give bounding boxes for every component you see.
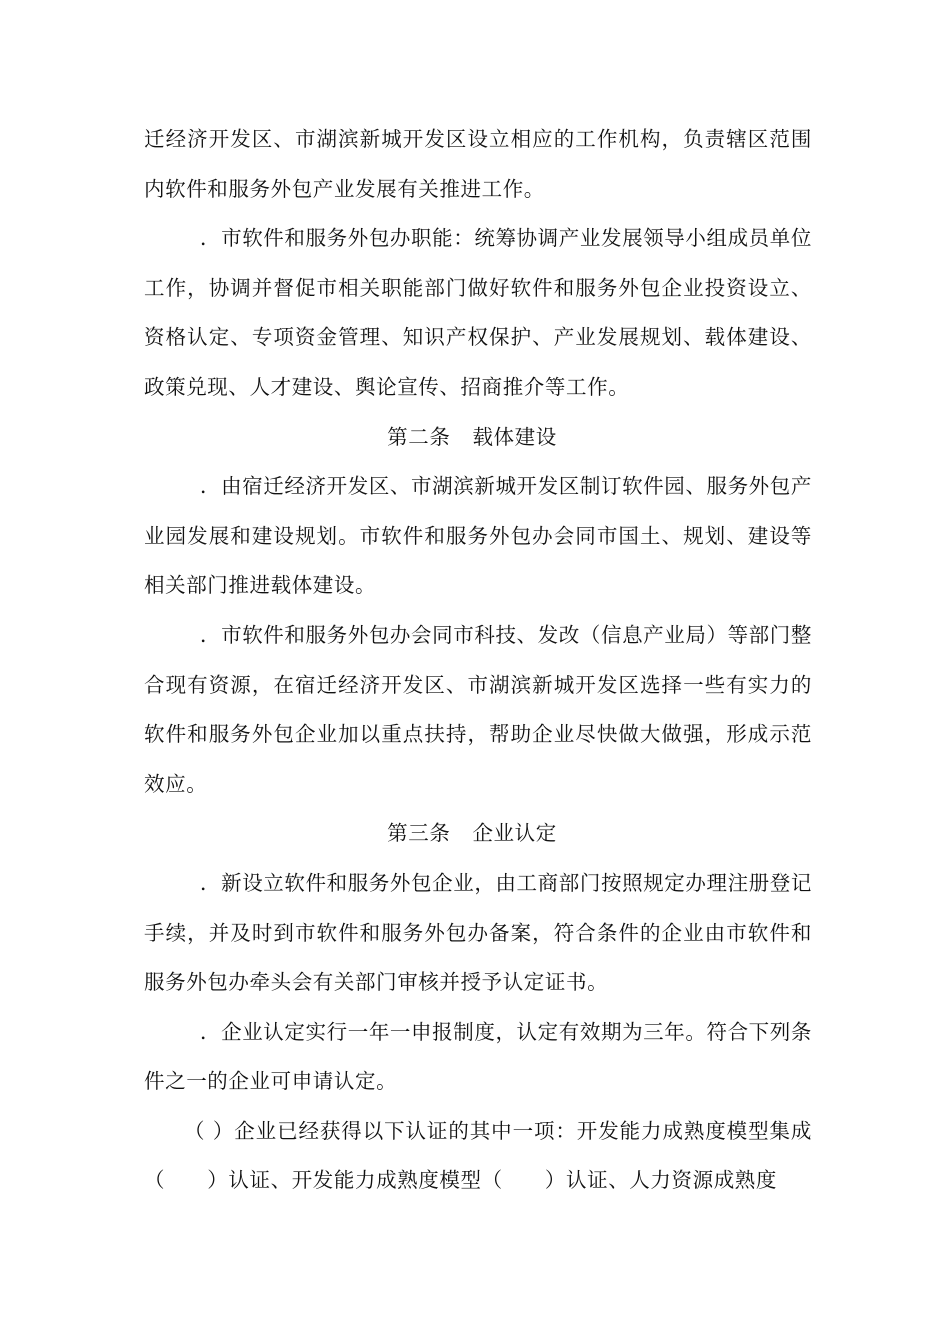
- paragraph-certification-item: （ ）企业已经获得以下认证的其中一项：开发能力成熟度模型集成（ ）认证、开发能力成熟度模型（ ）认证、人力资源成熟度: [144, 1118, 812, 1193]
- paragraph-office-functions: ．市软件和服务外包办职能：统筹协调产业发展领导小组成员单位工作，协调并督促市相关职能部门做好软件和服务外包企业投资设立、资格认定、专项资金管理、知识产权保护、产业发展规划、载体建设、政策兑现、人才建设、舆论宣传、招商推介等工作。: [144, 226, 812, 399]
- paragraph-park-planning: ．由宿迁经济开发区、市湖滨新城开发区制订软件园、服务外包产业园发展和建设规划。市软件和服务外包办会同市国土、规划、建设等相关部门推进载体建设。: [144, 474, 812, 598]
- document-body: [144, 115, 812, 1206]
- paragraph-new-enterprise: ．新设立软件和服务外包企业，由工商部门按照规定办理注册登记手续，并及时到市软件和服务外包办备案，符合条件的企业由市软件和服务外包办牵头会有关部门审核并授予认定证书。: [144, 870, 812, 995]
- paragraph-continuation: 迁经济开发区、市湖滨新城开发区设立相应的工作机构，负责辖区范围内软件和服务外包产业发展有关推进工作。: [144, 127, 812, 201]
- article-title: 载体建设: [472, 424, 557, 449]
- article-title: 企业认定: [472, 821, 557, 846]
- article-number: 第三条: [387, 821, 451, 846]
- article-heading-2: [144, 413, 812, 463]
- paragraph-certification-system: ．企业认定实行一年一申报制度，认定有效期为三年。符合下列条件之一的企业可申请认定。: [144, 1019, 812, 1094]
- article-number: 第二条: [387, 424, 451, 449]
- article-heading-3: [144, 809, 812, 859]
- paragraph-resource-integration: ．市软件和服务外包办会同市科技、发改（信息产业局）等部门整合现有资源，在宿迁经济开发区、市湖滨新城开发区选择一些有实力的软件和服务外包企业加以重点扶持，帮助企业尽快做大做强，形成示范效应。: [144, 622, 812, 796]
